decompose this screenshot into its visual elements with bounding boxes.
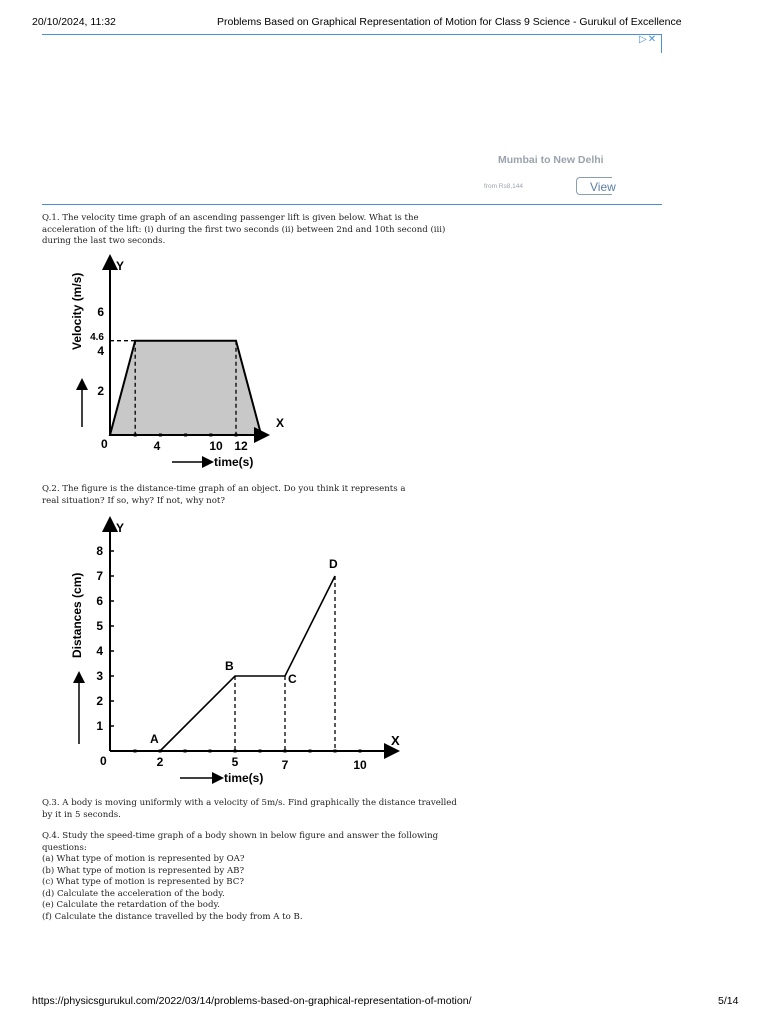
x-axis-name: X <box>391 733 400 748</box>
question-1 <box>42 213 445 248</box>
x-axis-label: time(s) <box>224 771 264 785</box>
y-tick-label: 2 <box>96 694 103 708</box>
x-tick-label: 10 <box>353 758 367 772</box>
ad-choices-icon[interactable]: ▷✕ <box>639 34 658 45</box>
y-tick-label: 6 <box>96 594 103 608</box>
velocity-time-graph <box>0 252 310 472</box>
x-tick-label: 5 <box>231 755 239 769</box>
x-axis-label: time(s) <box>214 455 254 469</box>
distance-time-graph <box>0 512 420 792</box>
x-tick-mark <box>309 750 312 753</box>
x-tick-mark <box>134 750 137 753</box>
origin-label: 0 <box>100 754 107 768</box>
x-tick-label: 2 <box>156 755 164 769</box>
x-tick-mark <box>259 750 262 753</box>
x-tick-mark <box>134 434 137 437</box>
question-2-line: Q.2. The figure is the distance-time graph of an object. Do you think it represents a <box>42 484 406 494</box>
question-4-line: (e) Calculate the retardation of the body. <box>42 900 220 910</box>
question-4-line: (d) Calculate the acceleration of the body. <box>42 888 225 899</box>
y-axis-name: Y <box>116 521 125 535</box>
ad-right-border <box>661 35 662 53</box>
ad-price: from Rs8,144 <box>484 183 524 190</box>
point-label-b: B <box>225 659 234 673</box>
ad-bottom-border <box>42 204 662 205</box>
question-4-line: (b) What type of motion is represented by AB? <box>42 865 245 876</box>
x-tick-mark <box>184 750 187 753</box>
question-1-line: during the last two seconds. <box>42 236 166 246</box>
question-4 <box>42 831 438 923</box>
y-tick-label: 4 <box>97 344 104 358</box>
question-1-line: Q.1. The velocity time graph of an ascending passenger lift is given below. What is the <box>42 213 419 223</box>
question-2-line: real situation? If so, why? If not, why not? <box>42 495 225 506</box>
question-3 <box>42 798 457 821</box>
x-tick-mark <box>209 434 212 437</box>
ad-top-border <box>42 34 662 35</box>
y-axis-label: Velocity (m/s) <box>70 272 84 350</box>
y-tick-label: 7 <box>96 569 103 583</box>
page-title: Problems Based on Graphical Representation of Motion for Class 9 Science - Gurukul of Excellence <box>217 16 682 28</box>
x-tick-label: 10 <box>209 439 223 453</box>
ad-view-button[interactable]: View <box>576 177 612 195</box>
y-tick-label: 6 <box>97 305 104 319</box>
y-axis-name: Y <box>116 259 125 273</box>
page-number: 5/14 <box>718 995 739 1007</box>
question-2 <box>42 484 406 507</box>
y-tick-label: 4 <box>96 644 103 658</box>
x-tick-label: 4 <box>153 439 161 453</box>
x-tick-mark <box>184 434 187 437</box>
ad-route-title[interactable]: Mumbai to New Delhi <box>498 154 604 166</box>
question-3-line: Q.3. A body is moving uniformly with a velocity of 5m/s. Find graphically the distance travelled <box>42 798 457 808</box>
point-label-d: D <box>329 557 338 571</box>
question-4-line: (c) What type of motion is represented by BC? <box>42 877 244 887</box>
y-axis-label: Distances (cm) <box>70 572 84 658</box>
origin-label: 0 <box>101 437 108 451</box>
x-tick-label: 12 <box>234 439 248 453</box>
x-axis-name: X <box>276 416 285 430</box>
x-tick-label: 7 <box>281 758 289 772</box>
x-tick-mark <box>359 750 362 753</box>
y-tick-label: 4.6 <box>90 332 104 343</box>
y-tick-label: 3 <box>96 669 103 683</box>
footer-url[interactable]: https://physicsgurukul.com/2022/03/14/problems-based-on-graphical-representation-of-motion/ <box>32 995 472 1007</box>
question-4-line: (a) What type of motion is represented by OA? <box>42 854 245 864</box>
print-datetime: 20/10/2024, 11:32 <box>32 16 116 28</box>
question-4-line: Q.4. Study the speed-time graph of a body shown in below figure and answer the following <box>42 831 439 841</box>
y-tick-label: 8 <box>96 544 103 558</box>
question-4-line: questions: <box>42 842 87 853</box>
y-tick-label: 5 <box>96 619 103 633</box>
x-tick-mark <box>209 750 212 753</box>
question-1-line: acceleration of the lift: (i) during the first two seconds (ii) between 2nd and 10th second (iii) <box>42 224 446 235</box>
velocity-area-shading <box>110 341 261 435</box>
y-tick-label: 1 <box>96 719 103 733</box>
question-4-line: (f) Calculate the distance travelled by the body from A to B. <box>42 911 303 922</box>
point-label-a: A <box>150 732 159 746</box>
x-tick-mark <box>235 434 238 437</box>
distance-line <box>160 576 335 751</box>
y-tick-label: 2 <box>97 384 104 398</box>
x-tick-mark <box>260 434 263 437</box>
question-3-line: by it in 5 seconds. <box>42 809 121 820</box>
point-label-c: C <box>288 672 297 686</box>
x-tick-mark <box>159 434 162 437</box>
